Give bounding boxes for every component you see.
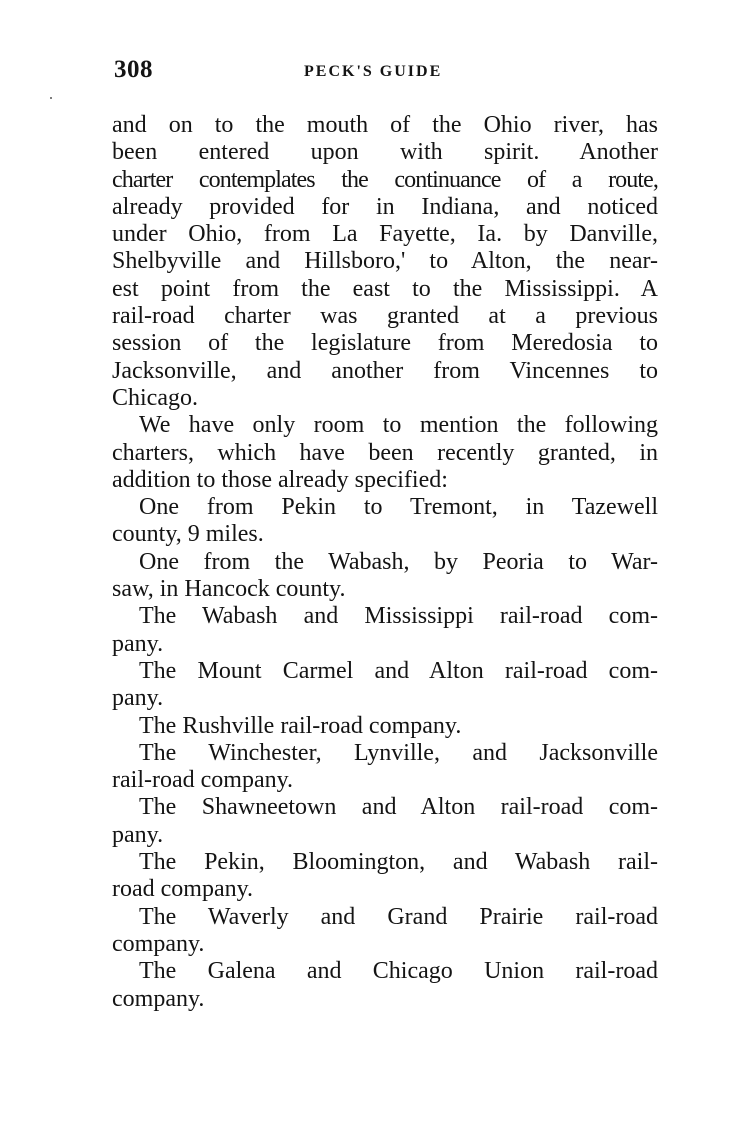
text-line: Chicago. bbox=[112, 384, 198, 411]
text-line: been entered upon with spirit. Another bbox=[112, 139, 658, 166]
text-line: company. bbox=[112, 930, 205, 957]
text-line: The Shawneetown and Alton rail-road com- bbox=[139, 794, 658, 821]
text-line: rail-road charter was granted at a previous bbox=[112, 303, 658, 330]
text-line: We have only room to mention the following bbox=[139, 412, 658, 439]
text-line: charter contemplates the continuance of a route, bbox=[112, 166, 658, 193]
text-line: session of the legislature from Meredosia to bbox=[112, 330, 658, 357]
text-line: already provided for in Indiana, and noticed bbox=[112, 193, 658, 220]
text-line: The Mount Carmel and Alton rail-road com- bbox=[139, 657, 658, 684]
scan-speck bbox=[50, 97, 52, 99]
text-line: pany. bbox=[112, 821, 164, 848]
text-line: The Wabash and Mississippi rail-road com- bbox=[139, 603, 658, 630]
text-line: road company. bbox=[112, 876, 254, 903]
text-line: The Rushville rail-road company. bbox=[139, 712, 462, 739]
text-line: pany. bbox=[112, 630, 164, 657]
text-line: pany. bbox=[112, 685, 164, 712]
text-line: rail-road company. bbox=[112, 767, 294, 794]
text-line: est point from the east to the Mississippi. A bbox=[112, 275, 658, 302]
running-head: PECK'S GUIDE bbox=[304, 63, 443, 80]
page-number: 308 bbox=[114, 56, 153, 83]
text-line: saw, in Hancock county. bbox=[112, 576, 346, 603]
text-line: The Galena and Chicago Union rail-road bbox=[139, 958, 658, 985]
text-line: under Ohio, from La Fayette, Ia. by Danville, bbox=[112, 221, 658, 248]
text-line: One from the Wabash, by Peoria to War- bbox=[139, 548, 658, 575]
text-line: The Waverly and Grand Prairie rail-road bbox=[139, 903, 658, 930]
text-line: The Pekin, Bloomington, and Wabash rail- bbox=[139, 849, 658, 876]
text-line: company. bbox=[112, 985, 205, 1012]
text-line: county, 9 miles. bbox=[112, 521, 264, 548]
text-line: and on to the mouth of the Ohio river, has bbox=[112, 112, 658, 138]
text-line: Shelbyville and Hillsboro,' to Alton, the near- bbox=[112, 248, 658, 275]
text-line: charters, which have been recently granted, in bbox=[112, 439, 658, 466]
text-line: Jacksonville, and another from Vincennes to bbox=[112, 357, 658, 384]
text-line: The Winchester, Lynville, and Jacksonville bbox=[139, 739, 658, 766]
text-line: One from Pekin to Tremont, in Tazewell bbox=[139, 494, 658, 521]
text-line: addition to those already specified: bbox=[112, 466, 448, 493]
body-text bbox=[112, 112, 658, 1013]
